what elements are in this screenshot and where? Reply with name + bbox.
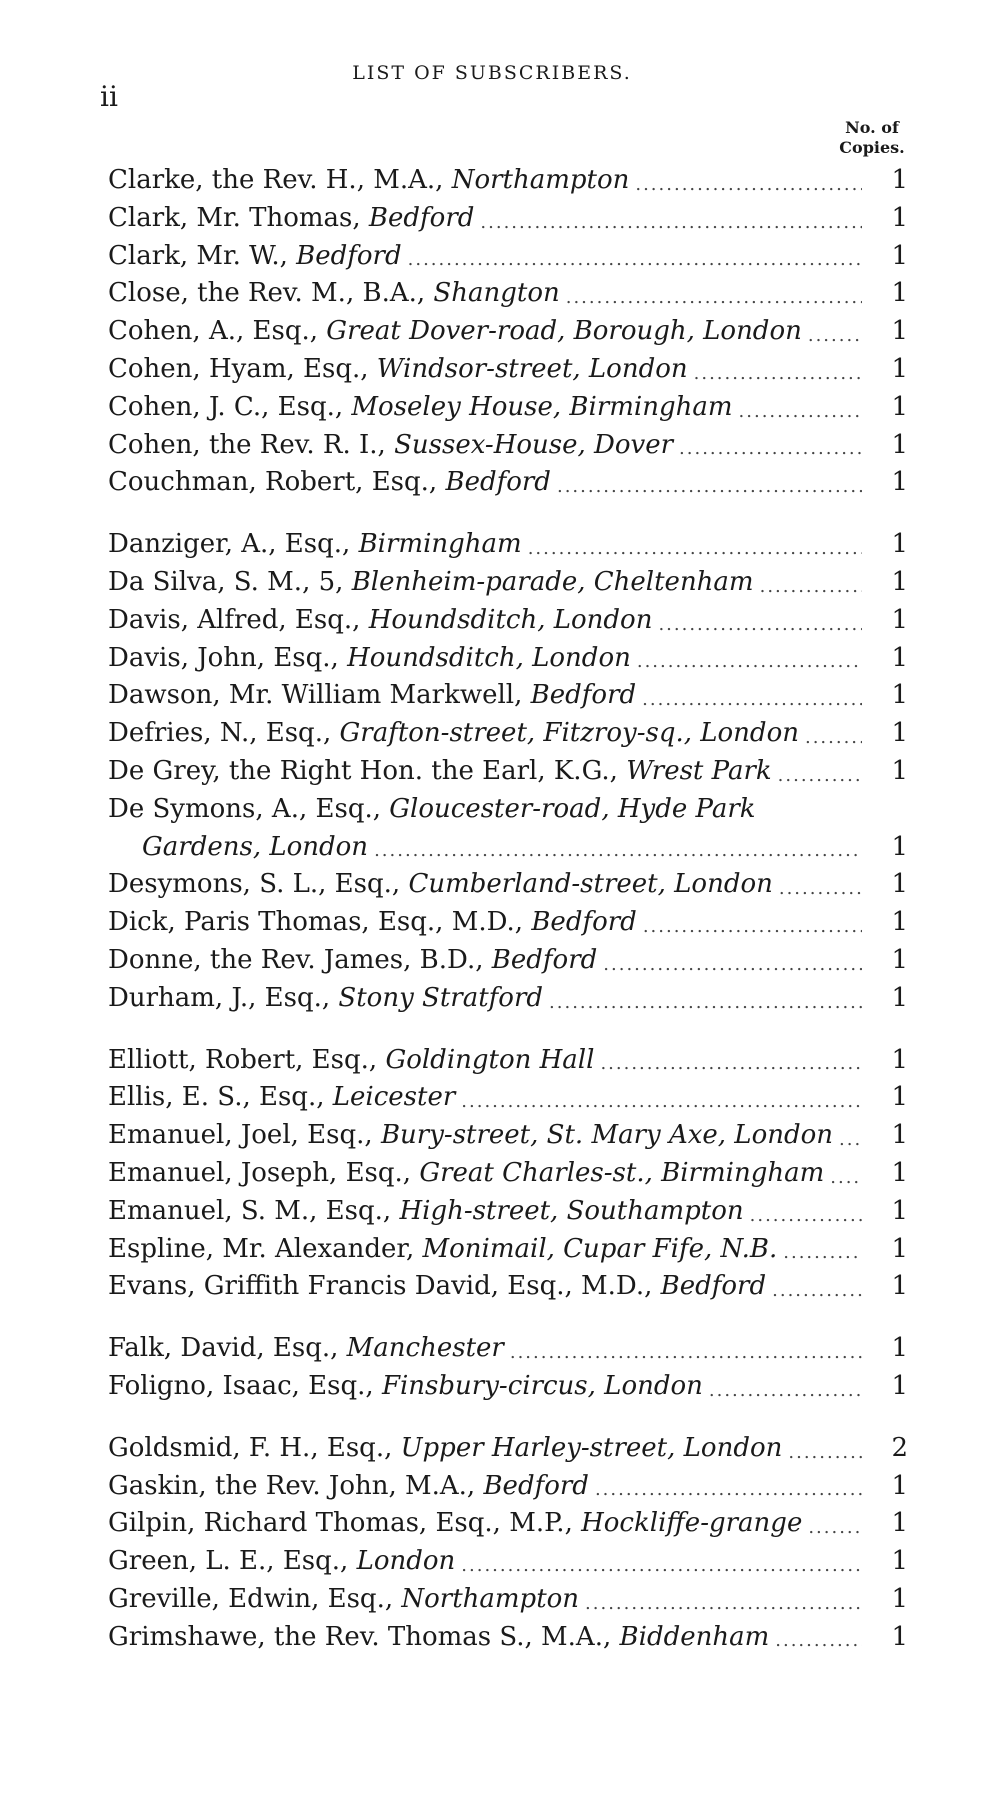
subscriber-name-text: Emanuel, Joel, Esq.,	[108, 1120, 373, 1151]
subscriber-name	[108, 464, 551, 502]
copies-count: 1	[891, 944, 908, 975]
subscriber-name	[108, 1042, 594, 1080]
dot-leader	[775, 1626, 862, 1656]
list-item	[108, 1505, 908, 1543]
dot-leader	[566, 283, 862, 313]
list-item	[108, 1543, 908, 1581]
copies-count: 1	[891, 604, 908, 635]
copies-count: 1	[891, 1583, 908, 1614]
copies-count: 1	[891, 1370, 908, 1401]
subscriber-name-text: Emanuel, S. M., Esq.,	[108, 1195, 392, 1226]
list-item-continuation	[108, 829, 908, 867]
copies-count: 1	[891, 165, 908, 195]
subscriber-place-continued: Gardens, London	[142, 831, 369, 862]
dot-leader	[739, 397, 862, 427]
copies-count: 1	[891, 869, 908, 900]
list-item	[108, 526, 908, 564]
list-item	[108, 238, 908, 276]
list-item	[108, 200, 908, 238]
dot-leader	[658, 610, 862, 640]
list-item	[108, 313, 908, 351]
dot-leader	[480, 208, 862, 238]
subscriber-name-text: Grimshawe, the Rev. Thomas S., M.A.,	[108, 1621, 612, 1652]
subscriber-place: Great Dover-road, Borough, London	[326, 316, 802, 347]
dot-leader	[461, 1087, 862, 1117]
subscriber-name	[108, 1581, 579, 1619]
dot-leader	[808, 321, 862, 351]
dot-leader	[839, 1125, 862, 1155]
subscriber-group-g	[108, 1430, 908, 1657]
subscriber-place: Biddenham	[619, 1621, 770, 1652]
subscriber-place: Stony Stratford	[338, 982, 544, 1013]
subscriber-name	[108, 1155, 824, 1193]
dot-leader	[778, 761, 862, 791]
copies-count: 2	[891, 1432, 908, 1463]
subscriber-name-text: Couchman, Robert, Esq.,	[108, 467, 438, 498]
dot-leader	[779, 874, 862, 904]
dot-leader	[528, 534, 862, 564]
subscriber-name	[108, 389, 733, 427]
copies-count: 1	[891, 202, 908, 233]
subscriber-place: Great Charles-st., Birmingham	[419, 1157, 825, 1188]
subscriber-name-text: Green, L. E., Esq.,	[108, 1546, 349, 1577]
dot-leader	[643, 912, 862, 942]
subscriber-name	[108, 1619, 769, 1657]
subscriber-group-d	[108, 526, 908, 1017]
subscriber-name	[108, 275, 560, 313]
subscriber-name-text: Clark, Mr. W.,	[108, 240, 288, 271]
subscriber-name	[108, 640, 631, 678]
copies-count: 1	[891, 278, 908, 309]
list-item	[108, 564, 908, 602]
subscriber-place: Bury-street, St. Mary Axe, London	[380, 1120, 834, 1151]
subscriber-name	[108, 1117, 833, 1155]
dot-leader	[694, 359, 862, 389]
subscriber-name-text: Evans, Griffith Francis David, Esq., M.D.,	[108, 1271, 653, 1302]
subscriber-place: Sussex-House, Dover	[394, 429, 674, 460]
copies-count: 1	[891, 353, 908, 384]
copies-count: 1	[891, 1621, 908, 1652]
list-item	[108, 1193, 908, 1231]
subscriber-place: Goldington Hall	[385, 1044, 595, 1075]
subscriber-name-text: Da Silva, S. M., 5,	[108, 566, 344, 597]
dot-leader	[637, 647, 862, 677]
list-item	[108, 1117, 908, 1155]
copies-count: 1	[891, 755, 908, 786]
subscriber-name-text: Dick, Paris Thomas, Esq., M.D.,	[108, 907, 524, 938]
subscriber-name-text: De Symons, A., Esq.,	[108, 793, 381, 824]
subscriber-place: Bedford	[368, 202, 475, 233]
subscriber-name	[108, 715, 799, 753]
subscriber-name	[108, 162, 629, 200]
subscriber-name-text: Davis, Alfred, Esq.,	[108, 604, 361, 635]
subscriber-place: Gloucester-road, Hyde Park	[389, 793, 756, 824]
subscriber-name	[108, 1468, 589, 1506]
subscriber-name-text: Cohen, J. C., Esq.,	[108, 391, 344, 422]
dot-leader	[772, 1276, 862, 1306]
list-item	[108, 1079, 908, 1117]
subscriber-name-text: Foligno, Isaac, Esq.,	[108, 1370, 374, 1401]
subscriber-place: Bedford	[660, 1271, 767, 1302]
subscriber-name-text: Gilpin, Richard Thomas, Esq., M.P.,	[108, 1508, 573, 1539]
subscriber-place: Monimail, Cupar Fife, N.B.	[422, 1233, 778, 1264]
list-item	[108, 275, 908, 313]
list-item	[108, 866, 908, 904]
subscriber-place: Houndsditch, London	[368, 604, 653, 635]
list-item	[108, 389, 908, 427]
subscriber-name	[108, 1193, 744, 1231]
copies-count: 1	[891, 831, 908, 862]
dot-leader	[408, 245, 862, 275]
subscriber-name	[108, 980, 543, 1018]
copies-count: 1	[891, 907, 908, 938]
subscriber-name-text: Falk, David, Esq.,	[108, 1333, 339, 1364]
dot-leader	[549, 988, 862, 1018]
list-item	[108, 791, 908, 829]
subscriber-name	[108, 1330, 504, 1368]
list-item	[108, 980, 908, 1018]
dot-leader	[374, 836, 862, 866]
subscriber-place: Wrest Park	[626, 755, 772, 786]
dot-leader	[603, 950, 862, 980]
subscriber-name-text: Goldsmid, F. H., Esq.,	[108, 1432, 393, 1463]
subscriber-place: Manchester	[346, 1333, 504, 1364]
subscriber-place: Bedford	[491, 944, 598, 975]
subscriber-place: Grafton-street, Fitzroy-sq., London	[339, 718, 799, 749]
dot-leader	[635, 170, 862, 200]
subscriber-name-text: Donne, the Rev. James, B.D.,	[108, 944, 484, 975]
subscriber-name	[108, 351, 688, 389]
page-title: LIST OF SUBSCRIBERS.	[352, 62, 632, 84]
copies-count: 1	[891, 1271, 908, 1302]
copies-column-header	[832, 118, 912, 158]
dot-leader	[783, 1238, 862, 1268]
subscriber-name-text: Clark, Mr. Thomas,	[108, 202, 361, 233]
list-item	[108, 715, 908, 753]
list-item	[108, 677, 908, 715]
subscriber-place: London	[356, 1546, 456, 1577]
subscriber-place: Finsbury-circus, London	[381, 1370, 703, 1401]
subscriber-name	[108, 1368, 703, 1406]
copies-count: 1	[891, 1546, 908, 1577]
subscriber-name-text: Danziger, A., Esq.,	[108, 529, 351, 560]
copies-count: 1	[891, 1233, 908, 1264]
dot-leader	[788, 1438, 862, 1468]
subscriber-name-text: Defries, N., Esq.,	[108, 718, 332, 749]
subscriber-name-text: Cohen, Hyam, Esq.,	[108, 353, 369, 384]
subscriber-name	[108, 1505, 802, 1543]
dot-leader	[585, 1589, 862, 1619]
subscriber-name-text: Davis, John, Esq.,	[108, 642, 339, 673]
subscriber-name	[108, 753, 772, 791]
copies-count: 1	[891, 391, 908, 422]
list-item	[108, 1368, 908, 1406]
dot-leader	[760, 572, 862, 602]
dot-leader	[600, 1049, 862, 1079]
copies-count: 1	[891, 1120, 908, 1151]
dot-leader	[557, 472, 862, 502]
subscriber-name	[108, 1079, 455, 1117]
subscriber-name-text: De Grey, the Right Hon. the Earl, K.G.,	[108, 755, 618, 786]
dot-leader	[709, 1376, 862, 1406]
subscriber-name	[108, 904, 637, 942]
subscriber-place: Shangton	[433, 278, 560, 309]
subscriber-name	[108, 791, 756, 829]
subscriber-name	[108, 602, 652, 640]
subscriber-name	[108, 526, 522, 564]
subscriber-place: Upper Harley-street, London	[400, 1432, 783, 1463]
subscriber-name-text: Clarke, the Rev. H., M.A.,	[108, 165, 444, 195]
subscriber-place: Hockliffe-grange	[581, 1508, 803, 1539]
subscriber-place: Northampton	[401, 1583, 580, 1614]
subscriber-name	[108, 1430, 782, 1468]
list-item	[108, 427, 908, 465]
subscriber-name-text: Espline, Mr. Alexander,	[108, 1233, 415, 1264]
subscriber-list	[108, 162, 908, 1680]
copies-count: 1	[891, 1157, 908, 1188]
dot-leader	[642, 685, 862, 715]
dot-leader	[805, 723, 862, 753]
list-item	[108, 464, 908, 502]
list-item	[108, 904, 908, 942]
list-item	[108, 1042, 908, 1080]
list-item	[108, 162, 908, 200]
subscriber-name-text: Cohen, A., Esq.,	[108, 316, 319, 347]
subscriber-name-text: Elliott, Robert, Esq.,	[108, 1044, 378, 1075]
subscriber-name	[108, 238, 402, 276]
list-item	[108, 753, 908, 791]
subscriber-name-text: Greville, Edwin, Esq.,	[108, 1583, 394, 1614]
subscriber-name	[108, 1231, 777, 1269]
subscriber-name	[108, 942, 597, 980]
subscriber-name-text: Emanuel, Joseph, Esq.,	[108, 1157, 412, 1188]
subscriber-place: Moseley House, Birmingham	[351, 391, 733, 422]
subscriber-name	[108, 427, 673, 465]
copies-count: 1	[891, 1508, 908, 1539]
copies-count: 1	[891, 467, 908, 498]
copies-count: 1	[891, 429, 908, 460]
subscriber-name	[108, 1268, 766, 1306]
copies-count: 1	[891, 982, 908, 1013]
subscriber-name	[108, 677, 636, 715]
subscriber-name	[108, 313, 802, 351]
copies-count: 1	[891, 642, 908, 673]
copies-count: 1	[891, 529, 908, 560]
list-item	[108, 1330, 908, 1368]
list-item	[108, 351, 908, 389]
subscriber-name	[108, 1543, 455, 1581]
subscriber-name-text: Ellis, E. S., Esq.,	[108, 1082, 325, 1113]
subscriber-place: Houndsditch, London	[347, 642, 631, 673]
dot-leader	[750, 1201, 862, 1231]
list-item	[108, 1581, 908, 1619]
subscriber-name-text: Gaskin, the Rev. John, M.A.,	[108, 1470, 476, 1501]
subscriber-place: Bedford	[531, 907, 637, 938]
dot-leader	[679, 434, 862, 464]
copies-count: 1	[891, 1082, 908, 1113]
copies-count: 1	[891, 1195, 908, 1226]
subscriber-place: Bedford	[483, 1470, 589, 1501]
subscriber-place: Birmingham	[358, 529, 522, 560]
copies-count: 1	[891, 1470, 908, 1501]
list-item	[108, 640, 908, 678]
dot-leader	[808, 1513, 862, 1543]
subscriber-place: Cumberland-street, London	[408, 869, 773, 900]
subscriber-name-text: Cohen, the Rev. R. I.,	[108, 429, 386, 460]
subscriber-group-e	[108, 1042, 908, 1307]
list-item	[108, 1268, 908, 1306]
copies-count: 1	[891, 1333, 908, 1364]
subscriber-name-text: Close, the Rev. M., B.A.,	[108, 278, 426, 309]
list-item	[108, 1619, 908, 1657]
list-item	[108, 942, 908, 980]
subscriber-name-text: Dawson, Mr. William Markwell,	[108, 680, 523, 711]
subscriber-name-text: Desymons, S. L., Esq.,	[108, 869, 401, 900]
subscriber-place: Bedford	[445, 467, 551, 498]
list-item	[108, 1155, 908, 1193]
subscriber-name	[108, 200, 474, 238]
subscriber-place: Windsor-street, London	[376, 353, 688, 384]
subscriber-place: Bedford	[530, 680, 637, 711]
list-item	[108, 1231, 908, 1269]
subscriber-place: Bedford	[296, 240, 402, 271]
list-item	[108, 602, 908, 640]
subscriber-name	[108, 564, 754, 602]
subscriber-group-f	[108, 1330, 908, 1406]
copies-count: 1	[891, 316, 908, 347]
subscriber-place: Leicester	[332, 1082, 456, 1113]
list-item	[108, 1468, 908, 1506]
page-number: ii	[100, 80, 118, 113]
copies-count: 1	[891, 240, 908, 271]
copies-count: 1	[891, 680, 908, 711]
column-header-line-2: Copies.	[839, 138, 905, 157]
subscriber-place: High-street, Southampton	[399, 1195, 744, 1226]
column-header-line-1: No. of	[845, 118, 899, 137]
copies-count: 1	[891, 1044, 908, 1075]
copies-count: 1	[891, 566, 908, 597]
copies-count: 1	[891, 718, 908, 749]
dot-leader	[461, 1551, 862, 1581]
subscriber-place: Northampton	[451, 165, 630, 195]
subscriber-name	[108, 866, 773, 904]
dot-leader	[830, 1163, 862, 1193]
dot-leader	[595, 1475, 862, 1505]
list-item	[108, 1430, 908, 1468]
subscriber-name-text: Durham, J., Esq.,	[108, 982, 331, 1013]
dot-leader	[510, 1338, 862, 1368]
subscriber-group-c	[108, 162, 908, 502]
subscriber-place: Blenheim-parade, Cheltenham	[351, 566, 754, 597]
